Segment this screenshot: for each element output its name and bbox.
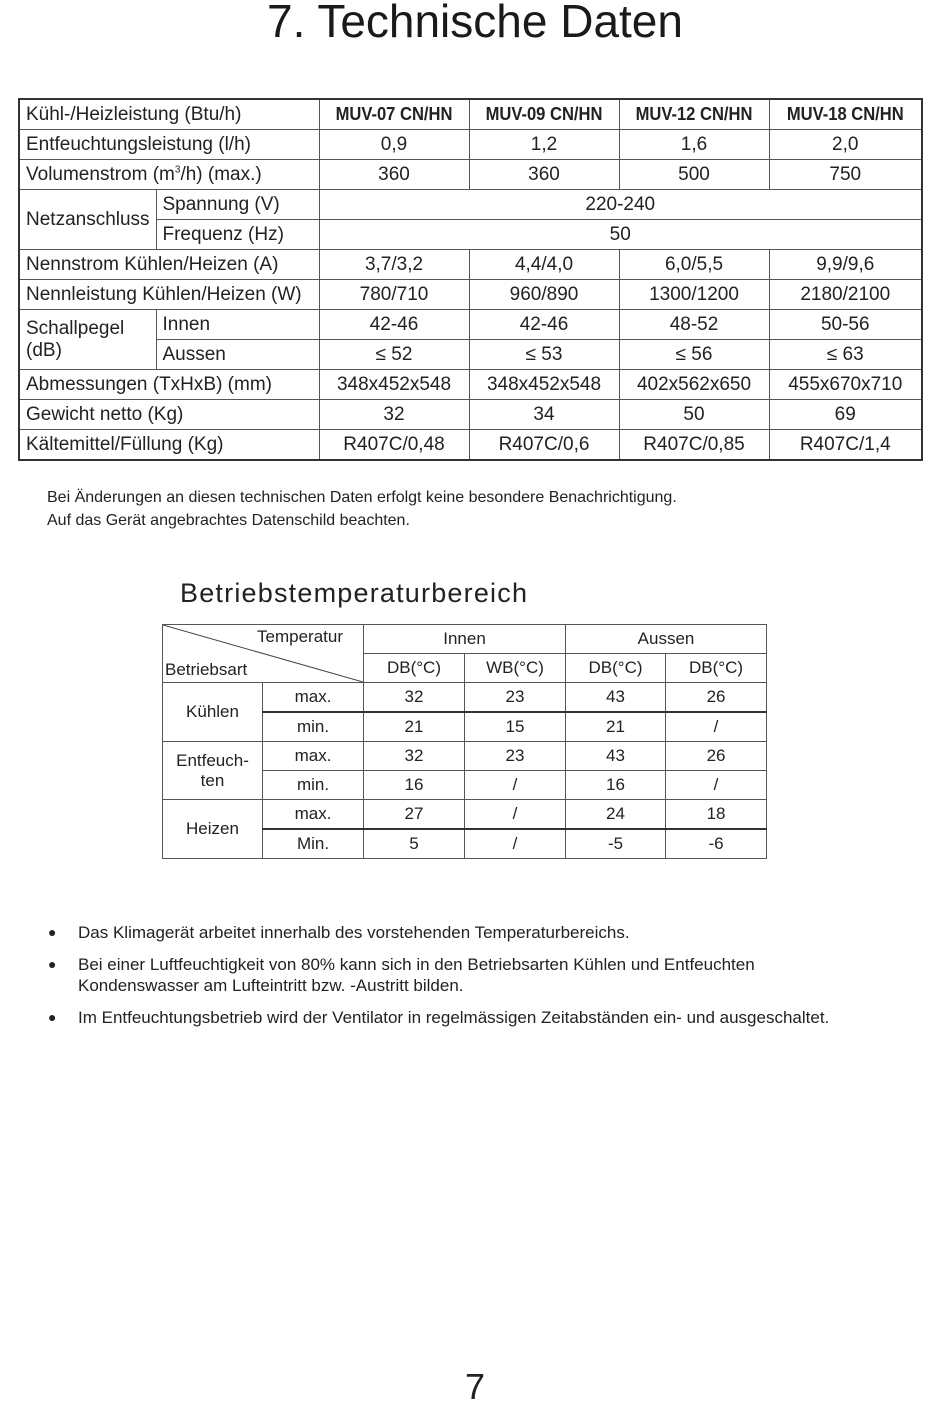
table-cell: / xyxy=(465,829,566,859)
refrigerant-label: Kältemittel/Füllung (Kg) xyxy=(19,430,319,461)
dimensions-label: Abmessungen (TxHxB) (mm) xyxy=(19,370,319,400)
table-cell: 32 xyxy=(364,742,465,771)
table-cell: 2,0 xyxy=(769,130,922,160)
corner-top-label: Temperatur xyxy=(257,627,343,646)
frequency-value: 50 xyxy=(319,220,922,250)
frequency-label: Frequenz (Hz) xyxy=(156,220,319,250)
table-row xyxy=(19,400,922,430)
table-cell: 360 xyxy=(319,160,469,190)
capacity-label: Kühl-/Heizleistung (Btu/h) xyxy=(19,99,319,130)
table-cell: 750 xyxy=(769,160,922,190)
table-cell: 50 xyxy=(619,400,769,430)
table-cell: 348x452x548 xyxy=(319,370,469,400)
technical-data-table xyxy=(18,98,923,461)
table-cell: ≤ 52 xyxy=(319,340,469,370)
table-cell: R407C/0,48 xyxy=(319,430,469,461)
table-cell: 16 xyxy=(364,771,465,800)
table-cell: 4,4/4,0 xyxy=(469,250,619,280)
table-row xyxy=(19,130,922,160)
table-cell: 348x452x548 xyxy=(469,370,619,400)
column-header: DB(°C) xyxy=(666,654,767,683)
table-cell: / xyxy=(465,800,566,830)
limit-label: min. xyxy=(263,771,364,800)
bullet-icon: ● xyxy=(48,956,57,972)
corner-cell xyxy=(163,625,364,683)
table-cell: 15 xyxy=(465,712,566,742)
mode-cooling: Kühlen xyxy=(163,683,263,742)
table-cell: 42-46 xyxy=(469,310,619,340)
table-cell: 0,9 xyxy=(319,130,469,160)
table-cell: 34 xyxy=(469,400,619,430)
table-cell: 50-56 xyxy=(769,310,922,340)
table-row xyxy=(19,190,922,220)
power-label: Netzanschluss xyxy=(19,190,156,250)
model-header: MUV-18 CN/HN xyxy=(775,99,916,130)
table-cell: 5 xyxy=(364,829,465,859)
table-cell: 24 xyxy=(566,800,666,830)
table-cell: ≤ 53 xyxy=(469,340,619,370)
table-row xyxy=(163,742,767,771)
table-cell: R407C/0,85 xyxy=(619,430,769,461)
table-cell: 500 xyxy=(619,160,769,190)
note-line: Auf das Gerät angebrachtes Datenschild beachten. xyxy=(47,512,410,529)
temperature-range-table xyxy=(162,624,767,859)
note-line: Bei Änderungen an diesen technischen Daten erfolgt keine besondere Benachrichtigung. xyxy=(47,489,677,506)
mode-heating: Heizen xyxy=(163,800,263,859)
table-cell: 69 xyxy=(769,400,922,430)
limit-label: Min. xyxy=(263,829,364,859)
table-cell: 6,0/5,5 xyxy=(619,250,769,280)
model-header: MUV-09 CN/HN xyxy=(475,99,613,130)
bullet-list xyxy=(48,922,918,1039)
dehum-label: Entfeuchtungsleistung (l/h) xyxy=(19,130,319,160)
table-cell: 1,2 xyxy=(469,130,619,160)
table-cell: 21 xyxy=(364,712,465,742)
table-cell: 48-52 xyxy=(619,310,769,340)
table-cell: 960/890 xyxy=(469,280,619,310)
table-cell: ≤ 63 xyxy=(769,340,922,370)
limit-label: min. xyxy=(263,712,364,742)
table-row xyxy=(19,250,922,280)
current-label: Nennstrom Kühlen/Heizen (A) xyxy=(19,250,319,280)
temp-range-title: Betriebstemperaturbereich xyxy=(180,578,529,608)
table-row xyxy=(163,800,767,830)
table-cell: ≤ 56 xyxy=(619,340,769,370)
list-item: ● Im Entfeuchtungsbetrieb wird der Ventilator in regelmässigen Zeitabständen ein- und ausgeschaltet. xyxy=(48,1008,830,1027)
list-item: ● Bei einer Luftfeuchtigkeit von 80% kann sich in den Betriebsarten Kühlen und Entfeuchten Kondenswasser am Lufteintritt bzw. -Austritt bilden. xyxy=(48,955,755,995)
table-cell: 18 xyxy=(666,800,767,830)
table-row xyxy=(19,99,922,130)
table-cell: 27 xyxy=(364,800,465,830)
column-header: DB(°C) xyxy=(566,654,666,683)
table-row xyxy=(19,430,922,461)
table-cell: 3,7/3,2 xyxy=(319,250,469,280)
voltage-label: Spannung (V) xyxy=(156,190,319,220)
bullet-icon: ● xyxy=(48,924,57,940)
outdoor-label: Aussen xyxy=(156,340,319,370)
voltage-value: 220-240 xyxy=(319,190,922,220)
page-title: 7. Technische Daten xyxy=(267,0,683,47)
table-row xyxy=(19,310,922,340)
table-cell: -6 xyxy=(666,829,767,859)
indoor-label: Innen xyxy=(156,310,319,340)
table-cell: R407C/0,6 xyxy=(469,430,619,461)
column-header: DB(°C) xyxy=(364,654,465,683)
model-header: MUV-07 CN/HN xyxy=(325,99,463,130)
table-cell: 2180/2100 xyxy=(769,280,922,310)
table-cell: 26 xyxy=(666,742,767,771)
airflow-label: Volumenstrom $(m^3/h)$ (max.) xyxy=(19,160,319,190)
indoor-header: Innen xyxy=(364,625,566,654)
table-cell: 42-46 xyxy=(319,310,469,340)
table-cell: 1300/1200 xyxy=(619,280,769,310)
notes xyxy=(47,486,677,532)
limit-label: max. xyxy=(263,683,364,713)
table-cell: 1,6 xyxy=(619,130,769,160)
table-cell: 26 xyxy=(666,683,767,713)
table-cell: 32 xyxy=(319,400,469,430)
rated-power-label: Nennleistung Kühlen/Heizen (W) xyxy=(19,280,319,310)
table-cell: 43 xyxy=(566,742,666,771)
limit-label: max. xyxy=(263,742,364,771)
model-header: MUV-12 CN/HN xyxy=(625,99,763,130)
mode-dehumidify: Entfeuch- ten xyxy=(163,742,263,800)
column-header: WB(°C) xyxy=(465,654,566,683)
table-cell: 780/710 xyxy=(319,280,469,310)
table-cell: 23 xyxy=(465,683,566,713)
weight-label: Gewicht netto (Kg) xyxy=(19,400,319,430)
table-cell: 402x562x650 xyxy=(619,370,769,400)
corner-bottom-label: Betriebsart xyxy=(165,660,248,679)
bullet-icon: ● xyxy=(48,1009,57,1025)
table-cell: 43 xyxy=(566,683,666,713)
sound-label: Schallpegel (dB) xyxy=(19,310,156,370)
table-cell: 360 xyxy=(469,160,619,190)
table-cell: R407C/1,4 xyxy=(769,430,922,461)
table-row xyxy=(19,160,922,190)
table-cell: 32 xyxy=(364,683,465,713)
table-cell: / xyxy=(465,771,566,800)
table-cell: / xyxy=(666,712,767,742)
page-number: 7 xyxy=(464,1366,486,1407)
table-row xyxy=(19,280,922,310)
table-row xyxy=(163,683,767,713)
limit-label: max. xyxy=(263,800,364,830)
table-row xyxy=(163,625,767,654)
table-cell: 455x670x710 xyxy=(769,370,922,400)
table-cell: 21 xyxy=(566,712,666,742)
table-cell: / xyxy=(666,771,767,800)
table-cell: 23 xyxy=(465,742,566,771)
table-cell: 16 xyxy=(566,771,666,800)
table-cell: -5 xyxy=(566,829,666,859)
table-row xyxy=(19,370,922,400)
table-cell: 9,9/9,6 xyxy=(769,250,922,280)
list-item: ● Das Klimagerät arbeitet innerhalb des vorstehenden Temperaturbereichs. xyxy=(48,923,630,942)
outdoor-header: Aussen xyxy=(566,625,767,654)
